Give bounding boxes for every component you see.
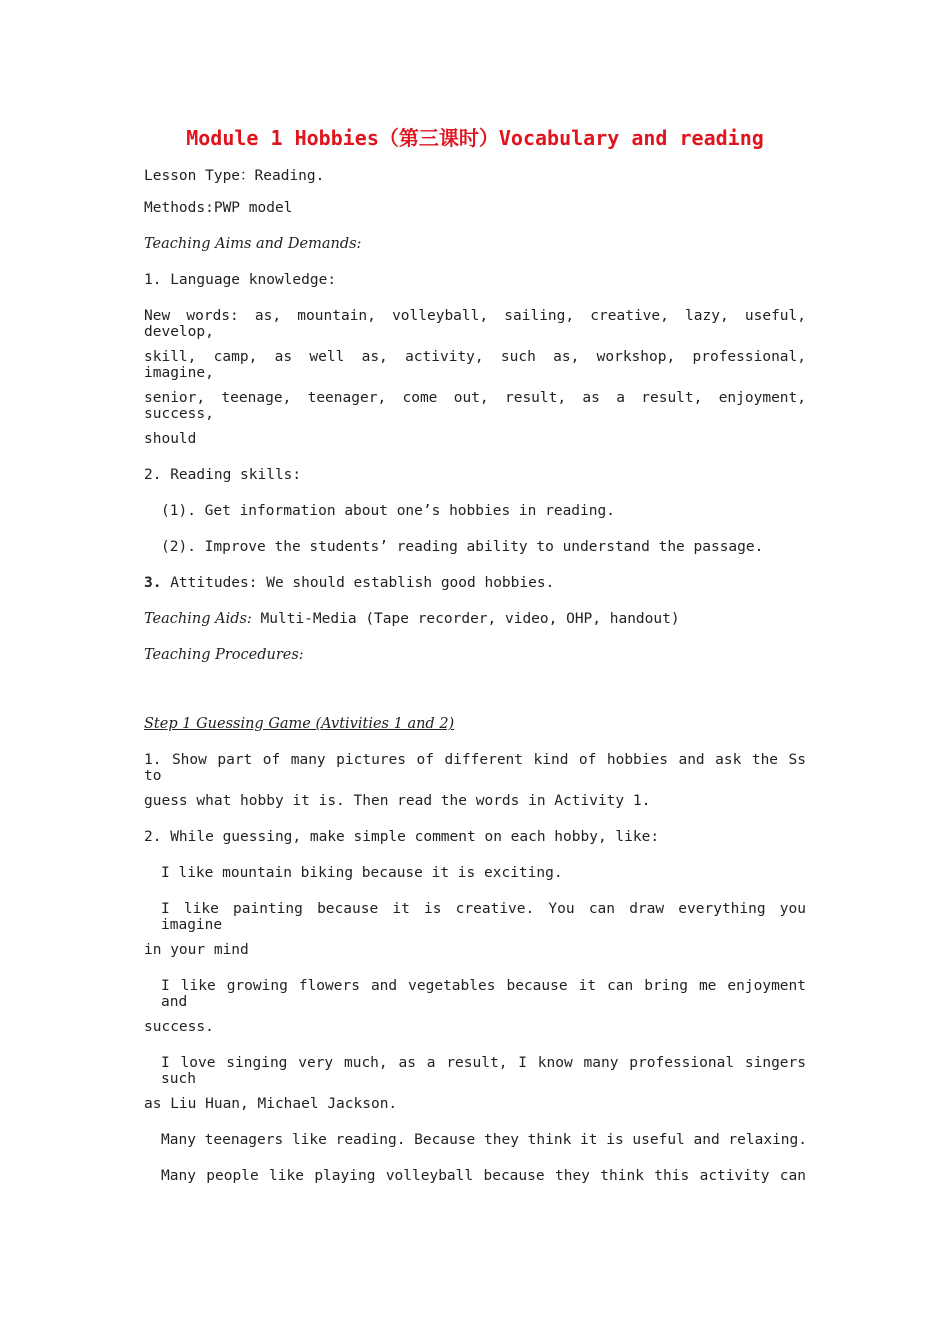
teaching-procedures-heading: Teaching Procedures: <box>144 647 304 663</box>
teaching-aids-text: Multi-Media (Tape recorder, video, OHP, handout) <box>251 611 680 627</box>
reading-skill-item: (2). Improve the students’ reading ability to understand the passage. <box>161 539 764 555</box>
new-words-line: senior, teenage, teenager, come out, result, as a result, enjoyment, success, <box>144 390 806 422</box>
reading-skills-heading: 2. Reading skills: <box>144 467 302 483</box>
new-words-line: New words: as, mountain, volleyball, sailing, creative, lazy, useful, develop, <box>144 308 806 340</box>
new-words-line: should <box>144 431 197 447</box>
example-sentence: I love singing very much, as a result, I know many professional singers such <box>161 1055 806 1087</box>
example-sentence: I like growing flowers and vegetables because it can bring me enjoyment and <box>161 978 806 1010</box>
teaching-aids <box>144 611 680 627</box>
example-sentence: I like painting because it is creative. You can draw everything you imagine <box>161 901 806 933</box>
attitudes-number: 3. <box>144 575 162 591</box>
language-knowledge-heading: 1. Language knowledge: <box>144 272 337 288</box>
example-sentence: as Liu Huan, Michael Jackson. <box>144 1096 398 1112</box>
step1-paragraph-2: 2. While guessing, make simple comment on each hobby, like: <box>144 829 660 845</box>
methods: Methods:PWP model <box>144 200 293 216</box>
example-sentence: Many people like playing volleyball because they think this activity can <box>161 1168 806 1184</box>
example-sentence: in your mind <box>144 942 249 958</box>
lesson-type: Lesson Type：Reading. <box>144 168 325 184</box>
step1-paragraph: 1. Show part of many pictures of different kind of hobbies and ask the Ss to <box>144 752 806 784</box>
example-sentence: I like mountain biking because it is exciting. <box>161 865 563 881</box>
example-sentence: success. <box>144 1019 214 1035</box>
step1-paragraph: guess what hobby it is. Then read the words in Activity 1. <box>144 793 651 809</box>
teaching-aims-heading: Teaching Aims and Demands: <box>144 236 362 252</box>
example-sentence: Many teenagers like reading. Because they think it is useful and relaxing. <box>161 1132 808 1148</box>
attitudes-text: Attitudes: We should establish good hobbies. <box>161 575 555 591</box>
teaching-aids-label: Teaching Aids: <box>144 611 252 627</box>
new-words-line: skill, camp, as well as, activity, such as, workshop, professional, imagine, <box>144 349 806 381</box>
reading-skill-item: (1). Get information about one’s hobbies in reading. <box>161 503 615 519</box>
step1-heading: Step 1 Guessing Game (Avtivities 1 and 2) <box>144 716 455 732</box>
attitudes <box>144 575 554 591</box>
page-title: Module 1 Hobbies（第三课时）Vocabulary and reading <box>186 126 764 150</box>
